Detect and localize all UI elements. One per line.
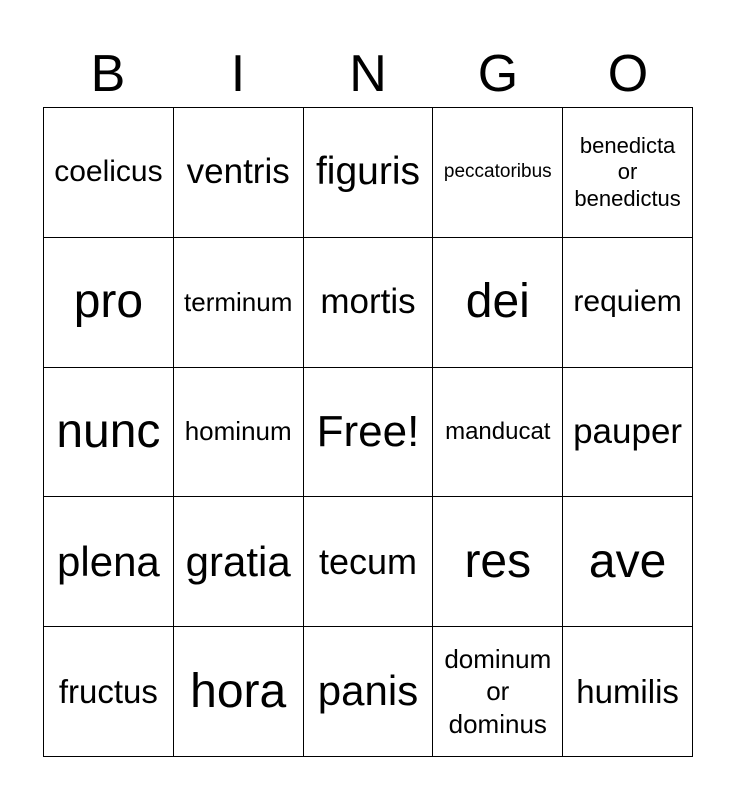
bingo-cell-r4-c4[interactable] [433,497,563,627]
cell-text: tecum [318,541,418,583]
bingo-header [43,42,693,106]
bingo-cell-r2-c5[interactable] [563,238,693,368]
bingo-cell-r5-c2[interactable] [174,627,304,757]
bingo-cell-r5-c5[interactable] [563,627,693,757]
cell-text: peccatoribus [443,161,552,182]
header-letter-i: I [230,45,246,103]
bingo-cell-r3-c4[interactable] [433,368,563,498]
header-letter-g: G [477,45,519,103]
cell-text: humilis [576,672,679,710]
bingo-cell-r1-c1[interactable] [44,108,174,238]
cell-text: pro [73,275,144,329]
cell-text: hominum [184,416,292,447]
bingo-cell-r5-c4[interactable] [433,627,563,757]
cell-text: gratia [185,537,291,585]
cell-text: nunc [56,405,161,459]
header-letter-n: N [349,45,387,103]
bingo-cell-r1-c4[interactable] [433,108,563,238]
cell-text: terminum [184,286,293,317]
bingo-cell-r1-c2[interactable] [174,108,304,238]
cell-text: dei [465,275,530,329]
cell-text: ave [588,534,667,588]
bingo-cell-r1-c3[interactable] [304,108,434,238]
cell-text: coelicus [54,155,163,189]
bingo-cell-r5-c3[interactable] [304,627,434,757]
cell-text: ventris [186,152,290,192]
cell-text: mortis [320,282,416,322]
bingo-cell-r4-c5[interactable] [563,497,693,627]
bingo-cell-r3-c5[interactable] [563,368,693,498]
bingo-cell-r2-c4[interactable] [433,238,563,368]
bingo-cell-r4-c1[interactable] [44,497,174,627]
free-space-cell[interactable] [304,368,434,498]
bingo-cell-r4-c2[interactable] [174,497,304,627]
bingo-cell-r2-c2[interactable] [174,238,304,368]
bingo-cell-r4-c3[interactable] [304,497,434,627]
cell-text: plena [57,537,160,585]
header-letter-o: O [607,45,649,103]
bingo-cell-r5-c1[interactable] [44,627,174,757]
bingo-cell-r2-c3[interactable] [304,238,434,368]
bingo-board [43,107,693,757]
header-letter-b: B [90,45,126,103]
cell-text: manducat [445,417,551,445]
cell-text: fructus [58,672,158,710]
free-space-label: Free! [316,406,420,456]
bingo-cell-r3-c2[interactable] [174,368,304,498]
cell-text: dominum or dominus [444,643,552,739]
cell-text: figuris [315,150,421,193]
cell-text: pauper [573,411,683,451]
cell-text: benedicta or benedictus [574,132,681,211]
cell-text: requiem [573,285,682,319]
cell-text: panis [317,667,419,715]
bingo-cell-r1-c5[interactable] [563,108,693,238]
bingo-cell-r3-c1[interactable] [44,368,174,498]
bingo-cell-r2-c1[interactable] [44,238,174,368]
cell-text: res [464,534,532,588]
cell-text: hora [190,664,287,718]
